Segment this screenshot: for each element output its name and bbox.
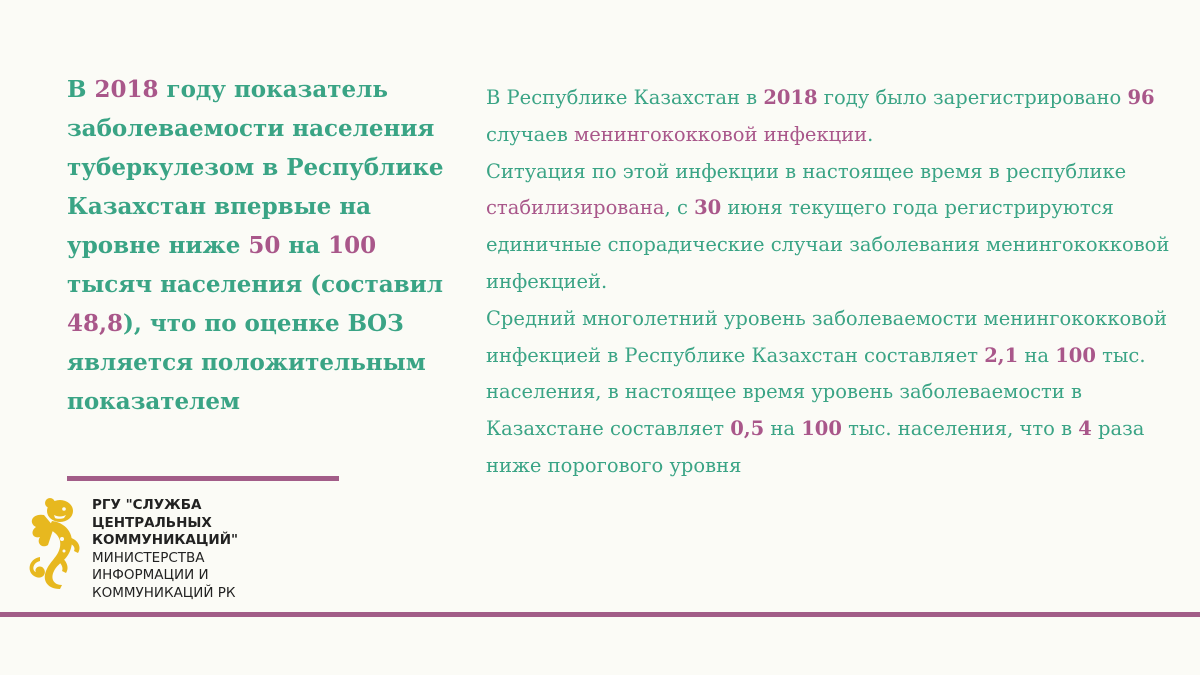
body-number: 4 [1078, 417, 1092, 441]
body-number: 2,1 [984, 343, 1019, 367]
headline-text: ), что по оценке ВОЗ является положительным показателем [67, 310, 426, 415]
body-fragment: июня текущего года регистрируются единичные спорадические случаи заболевания менингококковой инфекцией. [486, 196, 1170, 293]
headline-text: тысяч населения (составил [67, 271, 443, 298]
section-divider [67, 476, 339, 481]
headline-number: 48,8 [67, 310, 124, 337]
snow-leopard-logo-icon [24, 497, 84, 589]
headline-year: 2018 [94, 76, 159, 103]
body-year: 2018 [763, 86, 818, 109]
stabilized-word: стабилизирована [486, 196, 665, 220]
disease-name: менингококковой инфекции [574, 122, 868, 146]
body-fragment: случаев [486, 122, 575, 146]
headline-number: 50 [248, 232, 281, 259]
body-fragment: Ситуация по этой инфекции в настоящее время в республике [486, 159, 1127, 183]
headline-text: на [280, 232, 329, 259]
organization-name [92, 497, 312, 603]
body-fragment: тыс. населения, что в [841, 417, 1079, 441]
body-fragment: году было зарегистрировано [817, 86, 1128, 109]
headline-text: году показатель заболеваемости населения туберкулезом в Республике Казахстан впервые на уровне ниже [67, 76, 444, 259]
body-fragment: на [764, 417, 802, 441]
body-number: 96 [1127, 86, 1155, 109]
body-number: 0,5 [730, 417, 765, 441]
headline-number: 100 [328, 232, 377, 259]
body-fragment: Средний многолетний уровень заболеваемости менингококковой инфекцией в Республике Казахстан составляет [486, 306, 1167, 367]
body-fragment: В Республике Казахстан в [486, 86, 764, 109]
body-fragment: на [1018, 343, 1056, 367]
body-number: 100 [1055, 343, 1096, 367]
headline-statement [67, 70, 467, 421]
body-number: 30 [694, 196, 722, 220]
org-name-line: КОММУНИКАЦИЙ" [92, 532, 239, 549]
org-name-line: РГУ "СЛУЖБА [92, 497, 202, 513]
org-name-line: ЦЕНТРАЛЬНЫХ [92, 514, 212, 531]
ministry-line: ИНФОРМАЦИИ И [92, 567, 209, 584]
body-number: 100 [801, 417, 842, 441]
headline-text: В [67, 76, 95, 103]
body-fragment: тыс. населения, в настоящее время уровень заболеваемости в Казахстане составляет [486, 343, 1146, 441]
body-text [486, 80, 1176, 485]
ministry-line: КОММУНИКАЦИЙ РК [92, 584, 236, 601]
body-fragment: , с [664, 196, 695, 220]
body-fragment: раза ниже порогового уровня [486, 417, 1145, 477]
footer-divider [0, 612, 1200, 617]
ministry-line: МИНИСТЕРСТВА [92, 549, 205, 566]
body-fragment: . [867, 122, 874, 146]
